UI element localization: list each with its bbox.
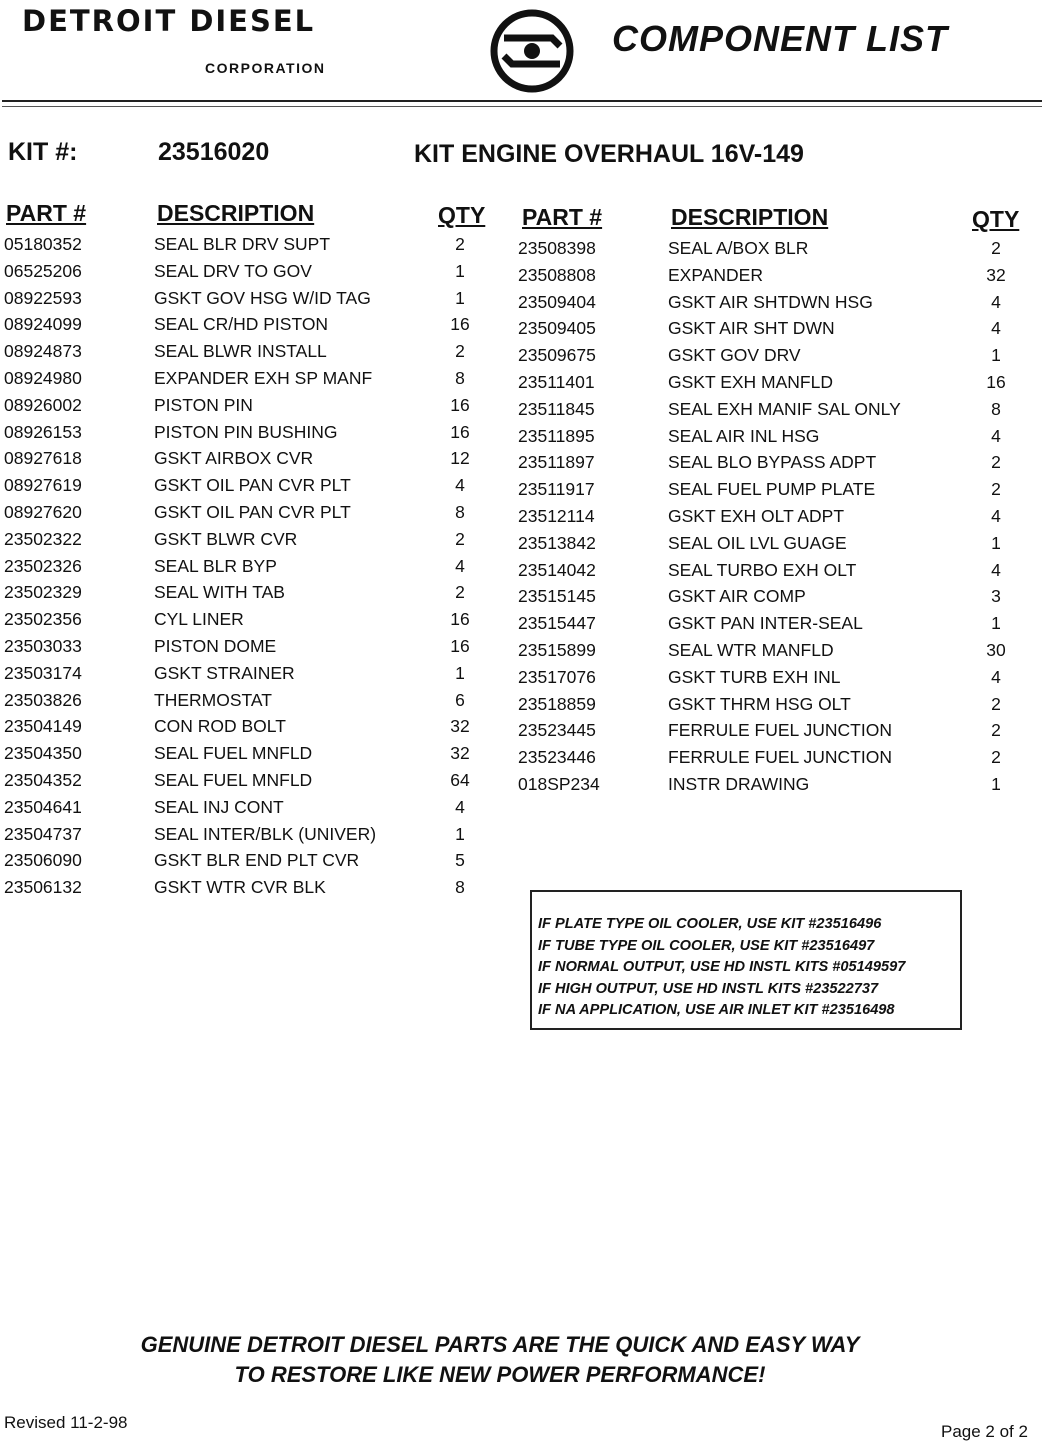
part-description: GSKT GOV DRV bbox=[668, 345, 801, 366]
table-row bbox=[0, 824, 1044, 851]
part-number: 08924099 bbox=[4, 314, 82, 335]
part-description: GSKT THRM HSG OLT bbox=[668, 693, 851, 714]
part-description: SEAL OIL LVL GUAGE bbox=[668, 532, 847, 553]
part-number: 23506090 bbox=[4, 850, 82, 871]
part-quantity: 2 bbox=[455, 341, 465, 362]
kit-description: KIT ENGINE OVERHAUL 16V-149 bbox=[414, 140, 804, 168]
table-row bbox=[0, 694, 1044, 721]
table-row bbox=[0, 747, 1044, 774]
part-description: EXPANDER EXH SP MANF bbox=[154, 368, 373, 388]
part-quantity: 32 bbox=[450, 716, 470, 737]
right-description-header: DESCRIPTION bbox=[671, 204, 829, 230]
part-quantity: 16 bbox=[986, 372, 1006, 392]
kit-label: KIT #: bbox=[8, 138, 78, 166]
part-description: SEAL FUEL PUMP PLATE bbox=[668, 479, 876, 500]
table-row bbox=[0, 399, 1044, 426]
part-description: SEAL CR/HD PISTON bbox=[154, 314, 329, 335]
table-row bbox=[0, 426, 1044, 453]
part-quantity: 5 bbox=[455, 850, 465, 871]
part-number: 23509405 bbox=[518, 318, 596, 339]
table-row bbox=[0, 667, 1044, 694]
part-description: SEAL WITH TAB bbox=[154, 582, 285, 603]
part-number: 23509675 bbox=[518, 345, 596, 366]
part-quantity: 12 bbox=[450, 448, 470, 469]
part-description: SEAL INJ CONT bbox=[154, 796, 284, 817]
part-quantity: 2 bbox=[991, 747, 1001, 768]
part-number: 23511895 bbox=[518, 425, 595, 446]
table-row bbox=[0, 774, 1044, 801]
part-quantity: 4 bbox=[455, 555, 465, 576]
part-number: 23504352 bbox=[4, 770, 82, 790]
part-quantity: 2 bbox=[991, 479, 1001, 500]
table-row bbox=[0, 372, 1044, 399]
table-row bbox=[0, 506, 1044, 533]
slogan-line-2: TO RESTORE LIKE NEW POWER PERFORMANCE! bbox=[234, 1362, 766, 1387]
part-description: PISTON PIN bbox=[154, 394, 253, 415]
part-description: GSKT AIRBOX CVR bbox=[154, 448, 314, 469]
part-quantity: 30 bbox=[986, 640, 1006, 660]
part-number: 06525206 bbox=[4, 260, 82, 281]
part-quantity: 16 bbox=[450, 394, 470, 415]
part-description: SEAL FUEL MNFLD bbox=[154, 743, 313, 764]
part-number: 08926153 bbox=[4, 421, 82, 442]
part-number: 23512114 bbox=[518, 506, 595, 526]
part-number: 08926002 bbox=[4, 394, 82, 415]
left-qty-header: QTY bbox=[438, 202, 486, 228]
part-quantity: 4 bbox=[991, 318, 1001, 339]
part-quantity: 1 bbox=[991, 532, 1001, 553]
part-number: 08927619 bbox=[4, 475, 82, 496]
part-quantity: 1 bbox=[455, 823, 465, 844]
brand-name: DETROIT DIESEL bbox=[22, 4, 316, 38]
part-quantity: 4 bbox=[991, 506, 1001, 526]
part-description: SEAL TURBO EXH OLT bbox=[668, 559, 857, 580]
part-quantity: 8 bbox=[455, 502, 465, 522]
part-description: SEAL BLO BYPASS ADPT bbox=[668, 452, 877, 473]
kit-number: 23516020 bbox=[158, 138, 270, 166]
part-quantity: 32 bbox=[450, 743, 470, 764]
part-number: 23517076 bbox=[518, 666, 596, 687]
brand-subtitle: CORPORATION bbox=[205, 60, 326, 76]
part-description: GSKT GOV HSG W/ID TAG bbox=[154, 287, 371, 308]
part-description: SEAL BLWR INSTALL bbox=[154, 341, 327, 362]
part-quantity: 2 bbox=[455, 582, 465, 603]
left-description-header: DESCRIPTION bbox=[157, 200, 315, 226]
notes-box bbox=[530, 890, 962, 1030]
part-description: CON ROD BOLT bbox=[154, 716, 286, 737]
part-description: SEAL FUEL MNFLD bbox=[154, 770, 313, 790]
part-number: 23511401 bbox=[518, 372, 595, 392]
part-description: SEAL WTR MANFLD bbox=[668, 640, 834, 660]
part-quantity: 4 bbox=[455, 796, 465, 817]
note-line: IF PLATE TYPE OIL COOLER, USE KIT #23516496 bbox=[538, 916, 882, 932]
detroit-diesel-logo-icon bbox=[484, 6, 580, 96]
part-description: GSKT OIL PAN CVR PLT bbox=[154, 502, 351, 522]
part-description: GSKT STRAINER bbox=[154, 662, 295, 683]
part-number: 23523445 bbox=[518, 720, 596, 741]
part-quantity: 1 bbox=[991, 613, 1001, 634]
page-number: Page 2 of 2 bbox=[941, 1422, 1028, 1441]
part-description: SEAL A/BOX BLR bbox=[668, 238, 809, 258]
part-quantity: 16 bbox=[450, 609, 470, 630]
part-quantity: 1 bbox=[455, 287, 465, 308]
part-number: 23503033 bbox=[4, 636, 82, 656]
part-quantity: 16 bbox=[450, 314, 470, 335]
part-number: 23508808 bbox=[518, 264, 596, 285]
table-row bbox=[0, 265, 1044, 292]
part-quantity: 1 bbox=[991, 774, 1001, 794]
part-number: 08924980 bbox=[4, 368, 82, 388]
part-quantity: 8 bbox=[991, 398, 1001, 419]
header-rule-thin bbox=[2, 106, 1042, 107]
part-number: 23504149 bbox=[4, 716, 82, 737]
part-number: 018SP234 bbox=[518, 774, 600, 794]
part-number: 23504641 bbox=[4, 796, 82, 817]
note-line: IF NORMAL OUTPUT, USE HD INSTL KITS #05149597 bbox=[538, 959, 906, 975]
part-number: 23511917 bbox=[518, 479, 595, 500]
part-number: 23506132 bbox=[4, 877, 82, 898]
part-description: GSKT PAN INTER-SEAL bbox=[668, 613, 863, 634]
table-row bbox=[0, 850, 1044, 877]
part-number: 23511897 bbox=[518, 452, 595, 473]
part-quantity: 2 bbox=[991, 452, 1001, 473]
part-description: SEAL DRV TO GOV bbox=[154, 260, 312, 281]
part-quantity: 2 bbox=[991, 238, 1001, 258]
part-description: PISTON DOME bbox=[154, 636, 277, 656]
part-number: 23515145 bbox=[518, 586, 596, 607]
part-number: 23504737 bbox=[4, 823, 82, 844]
slogan-line-1: GENUINE DETROIT DIESEL PARTS ARE THE QUICK AND EASY WAY bbox=[140, 1332, 860, 1357]
right-qty-header: QTY bbox=[972, 206, 1020, 232]
part-number: 23509404 bbox=[518, 291, 596, 312]
part-description: GSKT AIR SHTDWN HSG bbox=[668, 291, 873, 312]
part-number: 23504350 bbox=[4, 743, 82, 764]
revised-date: Revised 11-2-98 bbox=[4, 1413, 128, 1432]
table-row bbox=[0, 452, 1044, 479]
part-description: CYL LINER bbox=[154, 609, 244, 630]
table-row bbox=[0, 479, 1044, 506]
part-number: 23515899 bbox=[518, 640, 596, 660]
part-quantity: 2 bbox=[991, 720, 1001, 741]
left-part-header: PART # bbox=[6, 200, 87, 226]
part-description: PISTON PIN BUSHING bbox=[154, 421, 338, 442]
part-description: GSKT EXH MANFLD bbox=[668, 372, 833, 392]
part-quantity: 2 bbox=[455, 528, 465, 549]
part-quantity: 4 bbox=[991, 291, 1001, 312]
table-row bbox=[0, 640, 1044, 667]
part-quantity: 4 bbox=[991, 425, 1001, 446]
part-quantity: 32 bbox=[986, 264, 1006, 285]
part-description: EXPANDER bbox=[668, 264, 763, 285]
part-quantity: 2 bbox=[455, 234, 465, 254]
part-number: 08927618 bbox=[4, 448, 82, 469]
part-quantity: 2 bbox=[991, 693, 1001, 714]
document-title: COMPONENT LIST bbox=[612, 18, 948, 59]
part-description: SEAL AIR INL HSG bbox=[668, 425, 820, 446]
part-number: 23511845 bbox=[518, 398, 595, 419]
part-number: 23503826 bbox=[4, 689, 82, 710]
table-row bbox=[0, 318, 1044, 345]
part-description: SEAL BLR DRV SUPT bbox=[154, 234, 331, 254]
table-row bbox=[0, 533, 1044, 560]
note-line: IF HIGH OUTPUT, USE HD INSTL KITS #23522737 bbox=[538, 980, 879, 997]
part-number: 05180352 bbox=[4, 234, 82, 254]
part-number: 23523446 bbox=[518, 747, 596, 768]
part-quantity: 1 bbox=[455, 662, 465, 683]
part-quantity: 16 bbox=[450, 421, 470, 442]
part-description: SEAL BLR BYP bbox=[154, 555, 277, 576]
part-number: 08924873 bbox=[4, 341, 82, 362]
note-line: IF NA APPLICATION, USE AIR INLET KIT #23516498 bbox=[538, 1002, 895, 1018]
table-row bbox=[0, 720, 1044, 747]
table-row bbox=[0, 238, 1044, 265]
part-description: FERRULE FUEL JUNCTION bbox=[668, 720, 892, 741]
part-quantity: 8 bbox=[455, 368, 465, 388]
part-number: 23508398 bbox=[518, 238, 596, 258]
right-part-header: PART # bbox=[522, 204, 603, 230]
part-number: 23502356 bbox=[4, 609, 82, 630]
part-quantity: 4 bbox=[991, 666, 1001, 687]
part-description: GSKT WTR CVR BLK bbox=[154, 877, 326, 898]
part-number: 23503174 bbox=[4, 662, 82, 683]
part-number: 23513842 bbox=[518, 532, 596, 553]
part-quantity: 16 bbox=[450, 636, 470, 656]
part-description: SEAL INTER/BLK (UNIVER) bbox=[154, 823, 377, 844]
part-number: 23502329 bbox=[4, 582, 82, 603]
part-number: 23514042 bbox=[518, 559, 596, 580]
table-row bbox=[0, 613, 1044, 640]
table-row bbox=[0, 292, 1044, 319]
part-number: 23518859 bbox=[518, 693, 596, 714]
part-description: THERMOSTAT bbox=[154, 689, 272, 710]
part-quantity: 6 bbox=[455, 689, 465, 710]
note-line: IF TUBE TYPE OIL COOLER, USE KIT #23516497 bbox=[538, 937, 875, 954]
part-number: 23515447 bbox=[518, 613, 596, 634]
part-description: GSKT AIR COMP bbox=[668, 586, 806, 607]
part-description: GSKT BLR END PLT CVR bbox=[154, 850, 360, 871]
table-row bbox=[0, 560, 1044, 587]
part-description: GSKT AIR SHT DWN bbox=[668, 318, 835, 339]
part-number: 23502322 bbox=[4, 528, 82, 549]
part-quantity: 4 bbox=[455, 475, 465, 496]
part-description: SEAL EXH MANIF SAL ONLY bbox=[668, 398, 901, 419]
part-number: 08927620 bbox=[4, 502, 82, 522]
header-rule bbox=[2, 100, 1042, 102]
part-description: GSKT EXH OLT ADPT bbox=[668, 506, 845, 526]
part-quantity: 1 bbox=[455, 260, 465, 281]
part-quantity: 3 bbox=[991, 586, 1001, 607]
part-description: GSKT BLWR CVR bbox=[154, 528, 298, 549]
part-quantity: 8 bbox=[455, 877, 465, 898]
table-row bbox=[0, 586, 1044, 613]
part-description: INSTR DRAWING bbox=[668, 774, 810, 794]
part-quantity: 1 bbox=[991, 345, 1001, 366]
table-row bbox=[0, 345, 1044, 372]
part-quantity: 4 bbox=[991, 559, 1001, 580]
part-description: GSKT OIL PAN CVR PLT bbox=[154, 475, 351, 496]
part-number: 23502326 bbox=[4, 555, 82, 576]
part-number: 08922593 bbox=[4, 287, 82, 308]
part-description: GSKT TURB EXH INL bbox=[668, 666, 841, 687]
part-quantity: 64 bbox=[450, 770, 470, 790]
part-description: FERRULE FUEL JUNCTION bbox=[668, 747, 892, 768]
